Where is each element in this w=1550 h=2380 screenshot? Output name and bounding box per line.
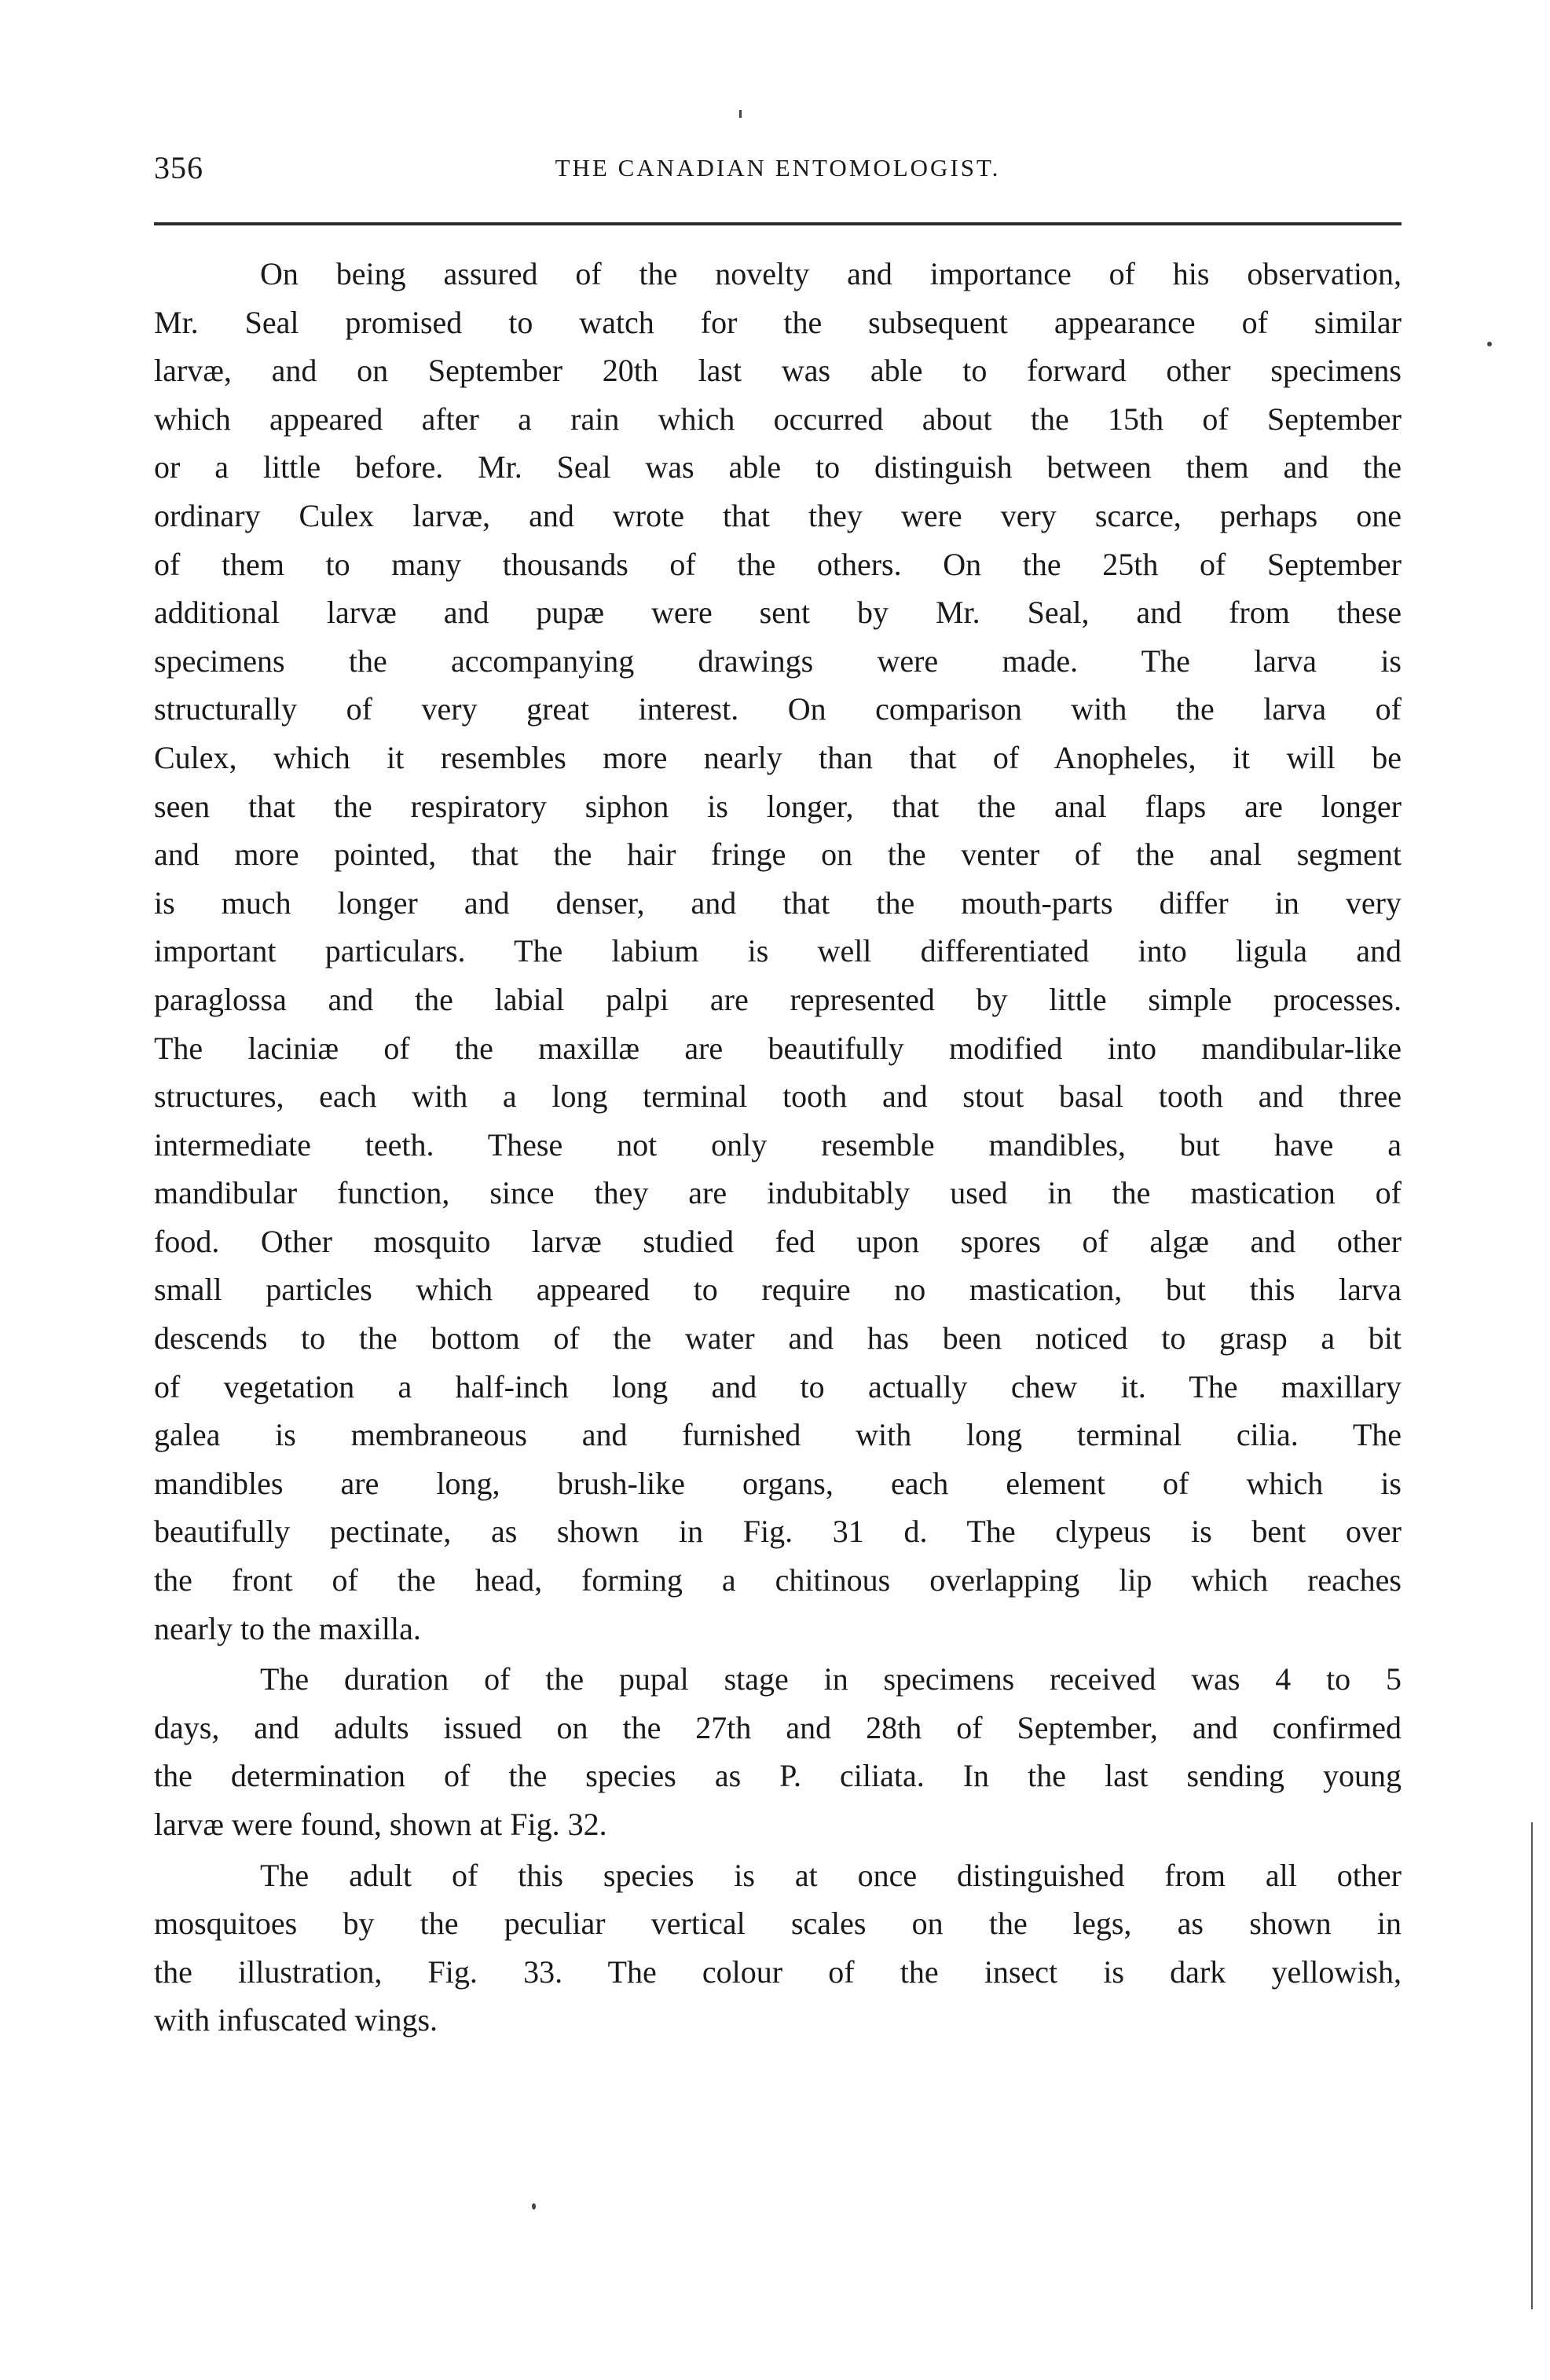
text-line: and more pointed, that the hair fringe on the venter of the anal segment bbox=[154, 837, 1402, 873]
text-line: nearly to the maxilla. bbox=[154, 1610, 421, 1646]
text-line: of vegetation a half-inch long and to actually chew it. The maxillary bbox=[154, 1368, 1402, 1404]
text-line: larvæ, and on September 20th last was able to forward other specimens bbox=[154, 353, 1402, 389]
text-line: of them to many thousands of the others. On the 25th of September bbox=[154, 546, 1402, 582]
body-text bbox=[154, 250, 1402, 2045]
text-line: larvæ were found, shown at Fig. 32. bbox=[154, 1807, 607, 1842]
text-line: structures, each with a long terminal tooth and stout basal tooth and three bbox=[154, 1078, 1402, 1115]
text-line: The laciniæ of the maxillæ are beautifully modified into mandibular-like bbox=[154, 1030, 1402, 1066]
text-line: with infuscated wings. bbox=[154, 2002, 438, 2038]
text-line: seen that the respiratory siphon is longer, that the anal flaps are longer bbox=[154, 788, 1402, 824]
text-line: the front of the head, forming a chitinous overlapping lip which reaches bbox=[154, 1562, 1402, 1598]
text-line: The adult of this species is at once distinguished from all other bbox=[260, 1857, 1402, 1893]
page-number: 356 bbox=[154, 150, 203, 185]
paragraph-1 bbox=[154, 250, 1402, 1653]
text-line: mosquitoes by the peculiar vertical scales on the legs, as shown in bbox=[154, 1906, 1402, 1942]
text-line: paraglossa and the labial palpi are represented by little simple processes. bbox=[154, 981, 1402, 1017]
text-line: which appeared after a rain which occurred about the 15th of September bbox=[154, 401, 1402, 437]
text-line: descends to the bottom of the water and has been noticed to grasp a bit bbox=[154, 1320, 1402, 1357]
text-line: ordinary Culex larvæ, and wrote that they were very scarce, perhaps one bbox=[154, 497, 1402, 533]
text-line: The duration of the pupal stage in specimens received was 4 to 5 bbox=[260, 1661, 1402, 1697]
header-rule bbox=[154, 222, 1402, 225]
print-speck bbox=[532, 2203, 536, 2210]
text-line: small particles which appeared to require no mastication, but this larva bbox=[154, 1272, 1402, 1308]
text-line: On being assured of the novelty and importance of his observation, bbox=[260, 256, 1402, 291]
scan-edge-line bbox=[1531, 1822, 1533, 2309]
text-line: the determination of the species as P. ciliata. In the last sending young bbox=[154, 1758, 1402, 1794]
text-line: days, and adults issued on the 27th and 28th of September, and confirmed bbox=[154, 1709, 1402, 1745]
paragraph-2 bbox=[154, 1655, 1402, 1848]
text-line: important particulars. The labium is well differentiated into ligula and bbox=[154, 933, 1402, 969]
text-line: Culex, which it resembles more nearly than that of Anopheles, it will be bbox=[154, 739, 1402, 775]
text-line: intermediate teeth. These not only resemble mandibles, but have a bbox=[154, 1126, 1402, 1163]
text-line: the illustration, Fig. 33. The colour of the insect is dark yellowish, bbox=[154, 1953, 1402, 1990]
running-head: THE CANADIAN ENTOMOLOGIST. bbox=[555, 154, 1001, 181]
text-line: structurally of very great interest. On comparison with the larva of bbox=[154, 691, 1402, 727]
page-header bbox=[154, 145, 1402, 192]
text-line: galea is membraneous and furnished with long terminal cilia. The bbox=[154, 1417, 1402, 1453]
text-line: additional larvæ and pupæ were sent by Mr. Seal, and from these bbox=[154, 595, 1402, 631]
text-line: mandibular function, since they are indubitably used in the mastication of bbox=[154, 1175, 1402, 1211]
print-speck bbox=[739, 110, 742, 118]
paragraph-3 bbox=[154, 1851, 1402, 2045]
text-line: specimens the accompanying drawings were made. The larva is bbox=[154, 643, 1402, 679]
text-line: is much longer and denser, and that the mouth-parts differ in very bbox=[154, 884, 1402, 921]
text-line: beautifully pectinate, as shown in Fig. 31 d. The clypeus is bent over bbox=[154, 1514, 1402, 1550]
text-line: food. Other mosquito larvæ studied fed upon spores of algæ and other bbox=[154, 1223, 1402, 1259]
print-speck bbox=[1487, 342, 1492, 346]
text-line: or a little before. Mr. Seal was able to distinguish between them and the bbox=[154, 449, 1402, 485]
text-line: Mr. Seal promised to watch for the subsequent appearance of similar bbox=[154, 304, 1402, 340]
text-line: mandibles are long, brush-like organs, each element of which is bbox=[154, 1465, 1402, 1501]
